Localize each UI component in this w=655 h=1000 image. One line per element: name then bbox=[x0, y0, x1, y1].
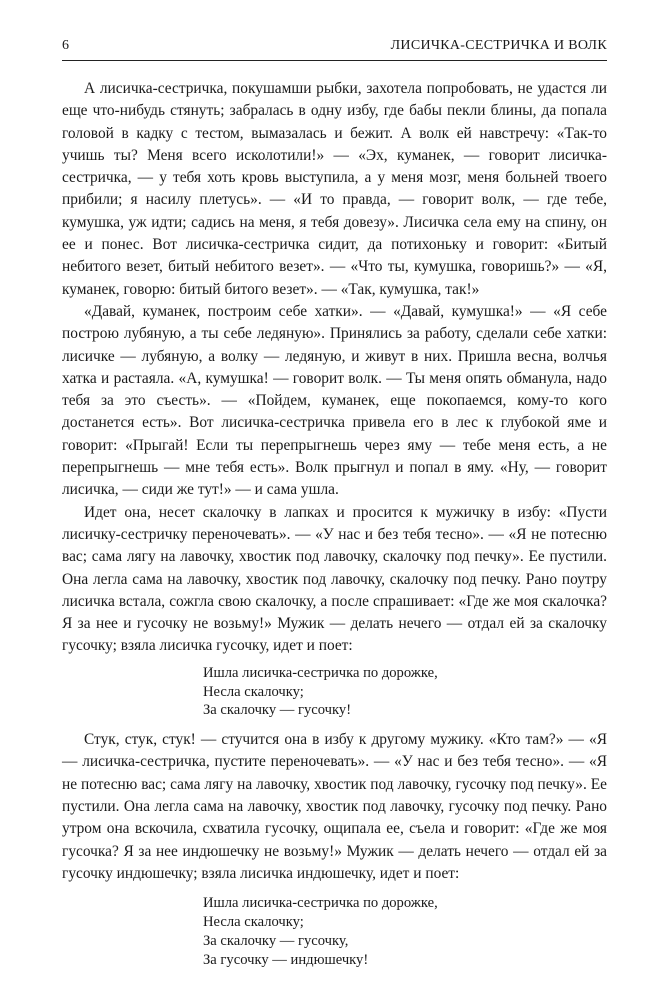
paragraph: «Давай, куманек, построим себе хатки». — «Давай, кумушка!» — «Я себе построю лубяную, а ты себе ледяную». Принялись за работу, сделали себе хатки: лисичке — лубяную, а волку — ледяную, и живут в них. Пришла весна, волчья хатка и растаяла. «А, кумушка! — говорит волк. — Ты меня опять обманула, надо тебя за это съесть». — «Пойдем, куманек, еще покопаемся, кому-то кого достанется есть». Вот лисичка-сестричка привела его в лес к глубокой яме и говорит: «Прыгай! Если ты перепрыгнешь через яму — тебе меня есть, а не перепрыгнешь — мне тебя есть». Волк прыгнул и попал в яму. «Ну, — говорит лисичка, — сиди же тут!» — и сама ушла. bbox=[62, 302, 607, 499]
verse-line: За скалочку — гусочку! bbox=[203, 702, 352, 719]
running-header bbox=[62, 38, 607, 54]
verse-line: За скалочку — гусочку, bbox=[203, 932, 349, 949]
paragraph: Стук, стук, стук! — стучится она в избу к другому мужику. «Кто там?» — «Я — лисичка-сестричка, пустите переночевать». — «У нас и без тебя тесно». — «Я не потесню вас; сама лягу на лавочку, хвостик под лавочку, гусочку под печку». Ее пустили. Она легла сама на лавочку, хвостик под лавочку, гусочку под печку. Рано утром она вскочила, схватила гусочку, ощипала ее, съела и говорит: «Где же моя гусочка? Я за нее индюшечку не возьму!» Мужик — делать нечего — отдал ей за гусочку индюшечку; взяла лисичка индюшечку, идет и поет: bbox=[62, 731, 607, 882]
verse-line: Ишла лисичка-сестричка по дорожке, bbox=[203, 895, 438, 912]
verse-block bbox=[203, 894, 607, 969]
page-body bbox=[62, 78, 607, 969]
paragraph: Идет она, несет скалочку в лапках и просится к мужичку в избу: «Пусти лисичку-сестричку переночевать». — «У нас и без тебя тесно». — «Я не потесню вас; сама лягу на лавочку, хвостик под лавочку, скалочку под печку». Ее пустили. Она легла сама на лавочку, хвостик под лавочку, скалочку под печку. Рано поутру лисичка встала, сожгла свою скалочку, а после спрашивает: «Где же моя скалочка? Я за нее и гусочку не возьму!» Мужик — делать нечего — отдал ей за скалочку гусочку; взяла лисичка гусочку, идет и поет: bbox=[62, 503, 607, 655]
paragraph: А лисичка-сестричка, покушамши рыбки, захотела попробовать, не удастся ли еще что-нибудь стянуть; забралась в одну избу, где бабы пекли блины, да попала головой в кадку с тестом, вымазалась и бежит. А волк ей навстречу: «Так-то учишь ты? Меня всего исколотили!» — «Эх, куманек, — говорит лисичка-сестричка, — у тебя хоть кровь выступила, а у меня мозг, меня больней твоего прибили; я насилу плетусь». — «И то правда, — говорит волк, — где тебе, кумушка, уж идти; садись на меня, я тебя довезу». Лисичка села ему на спину, он ее и понес. Вот лисичка-сестричка сидит, да потихоньку и говорит: «Битый небитого везет, битый небитого везет». — «Что ты, кумушка, говоришь?» — «Я, куманек, говорю: битый битого везет». — «Так, кумушка, так!» bbox=[62, 80, 607, 298]
verse-line: Несла скалочку; bbox=[203, 913, 304, 930]
verse-line: За гусочку — индюшечку! bbox=[203, 951, 369, 968]
verse-line: Ишла лисичка-сестричка по дорожке, bbox=[203, 664, 438, 681]
verse-block bbox=[203, 664, 607, 720]
verse-line: Несла скалочку; bbox=[203, 683, 304, 700]
page-number: 6 bbox=[62, 38, 70, 53]
running-title: ЛИСИЧКА-СЕСТРИЧКА И ВОЛК bbox=[390, 38, 607, 53]
header-rule bbox=[62, 60, 607, 61]
